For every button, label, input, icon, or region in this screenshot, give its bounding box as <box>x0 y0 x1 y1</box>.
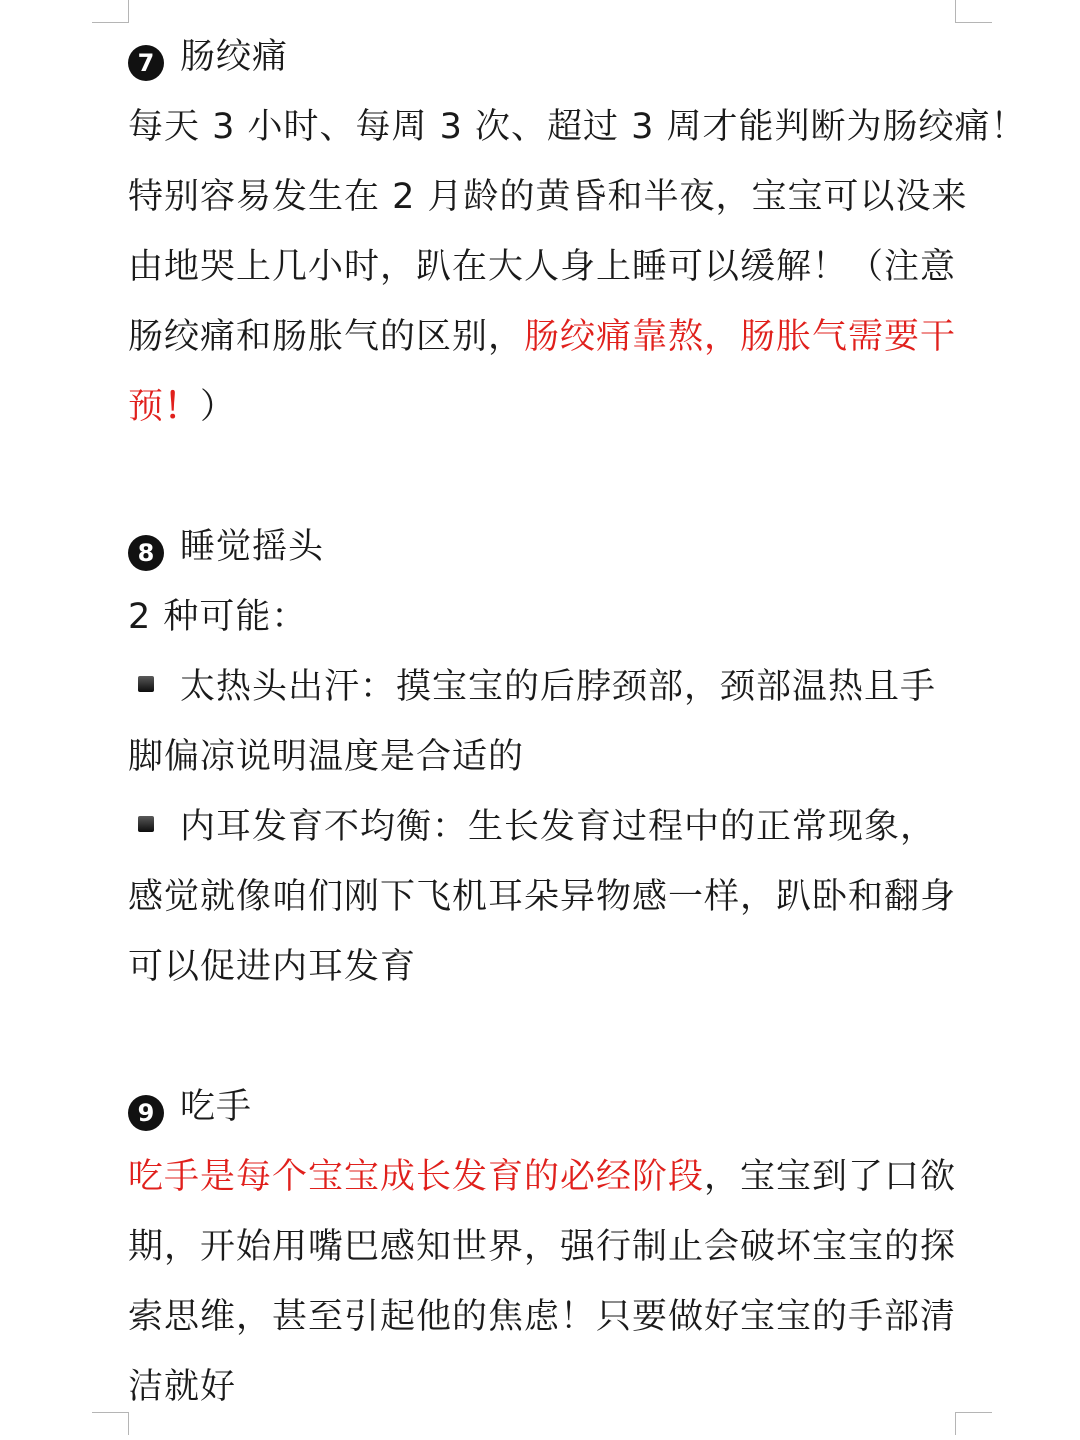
paragraph-line: 索思维，甚至引起他的焦虑！只要做好宝宝的手部清 <box>128 1297 957 1337</box>
paragraph-line <box>128 302 998 372</box>
number-badge-icon: 7 <box>128 45 164 81</box>
paragraph-line: 期，开始用嘴巴感知世界，强行制止会破坏宝宝的探 <box>128 1227 957 1267</box>
paragraph-line: 脚偏凉说明温度是合适的 <box>128 737 525 777</box>
text-run: ，宝宝到了口欲 <box>704 1157 957 1197</box>
bullet-line <box>128 792 998 862</box>
highlighted-text: 吃手是每个宝宝成长发育的必经阶段 <box>128 1157 705 1197</box>
text-run: 肠绞痛和肠胀气的区别， <box>128 317 525 357</box>
crop-mark-bottom-left <box>92 1412 129 1435</box>
crop-mark-top-left <box>92 0 129 23</box>
text-run: ） <box>200 387 237 427</box>
section-heading <box>128 512 998 582</box>
bullet-text: 内耳发育不均衡：生长发育过程中的正常现象， <box>180 807 937 847</box>
paragraph-line: 洁就好 <box>128 1367 237 1407</box>
section-heading <box>128 22 998 92</box>
paragraph-line <box>128 1142 998 1212</box>
highlighted-text: 肠绞痛靠熬，肠胀气需要干 <box>524 317 957 357</box>
spacer <box>128 1002 998 1072</box>
paragraph-line <box>128 372 998 442</box>
spacer <box>128 442 998 512</box>
bullet-text: 太热头出汗：摸宝宝的后脖颈部，颈部温热且手 <box>180 667 937 707</box>
square-bullet-icon <box>138 816 154 832</box>
square-bullet-icon <box>138 676 154 692</box>
section-title: 睡觉摇头 <box>180 527 325 567</box>
paragraph-line: 由地哭上几小时，趴在大人身上睡可以缓解！（注意 <box>128 247 957 287</box>
section-title: 肠绞痛 <box>180 37 289 77</box>
paragraph-line: 特别容易发生在 2 月龄的黄昏和半夜，宝宝可以没来 <box>128 177 968 217</box>
section-heading <box>128 1072 998 1142</box>
paragraph-line: 可以促进内耳发育 <box>128 947 417 987</box>
paragraph-line: 每天 3 小时、每周 3 次、超过 3 周才能判断为肠绞痛！ <box>128 107 1027 147</box>
paragraph-line: 感觉就像咱们刚下飞机耳朵异物感一样，趴卧和翻身 <box>128 877 957 917</box>
bullet-line <box>128 652 998 722</box>
highlighted-text: 预 <box>128 387 165 427</box>
section-title: 吃手 <box>180 1087 253 1127</box>
document-page <box>128 22 1027 1422</box>
crop-mark-top-right <box>955 0 992 23</box>
paragraph-line: 2 种可能： <box>128 597 308 637</box>
number-badge-icon: 9 <box>128 1095 164 1131</box>
number-badge-icon: 8 <box>128 535 164 571</box>
exclamation-mark: ！ <box>164 387 201 427</box>
